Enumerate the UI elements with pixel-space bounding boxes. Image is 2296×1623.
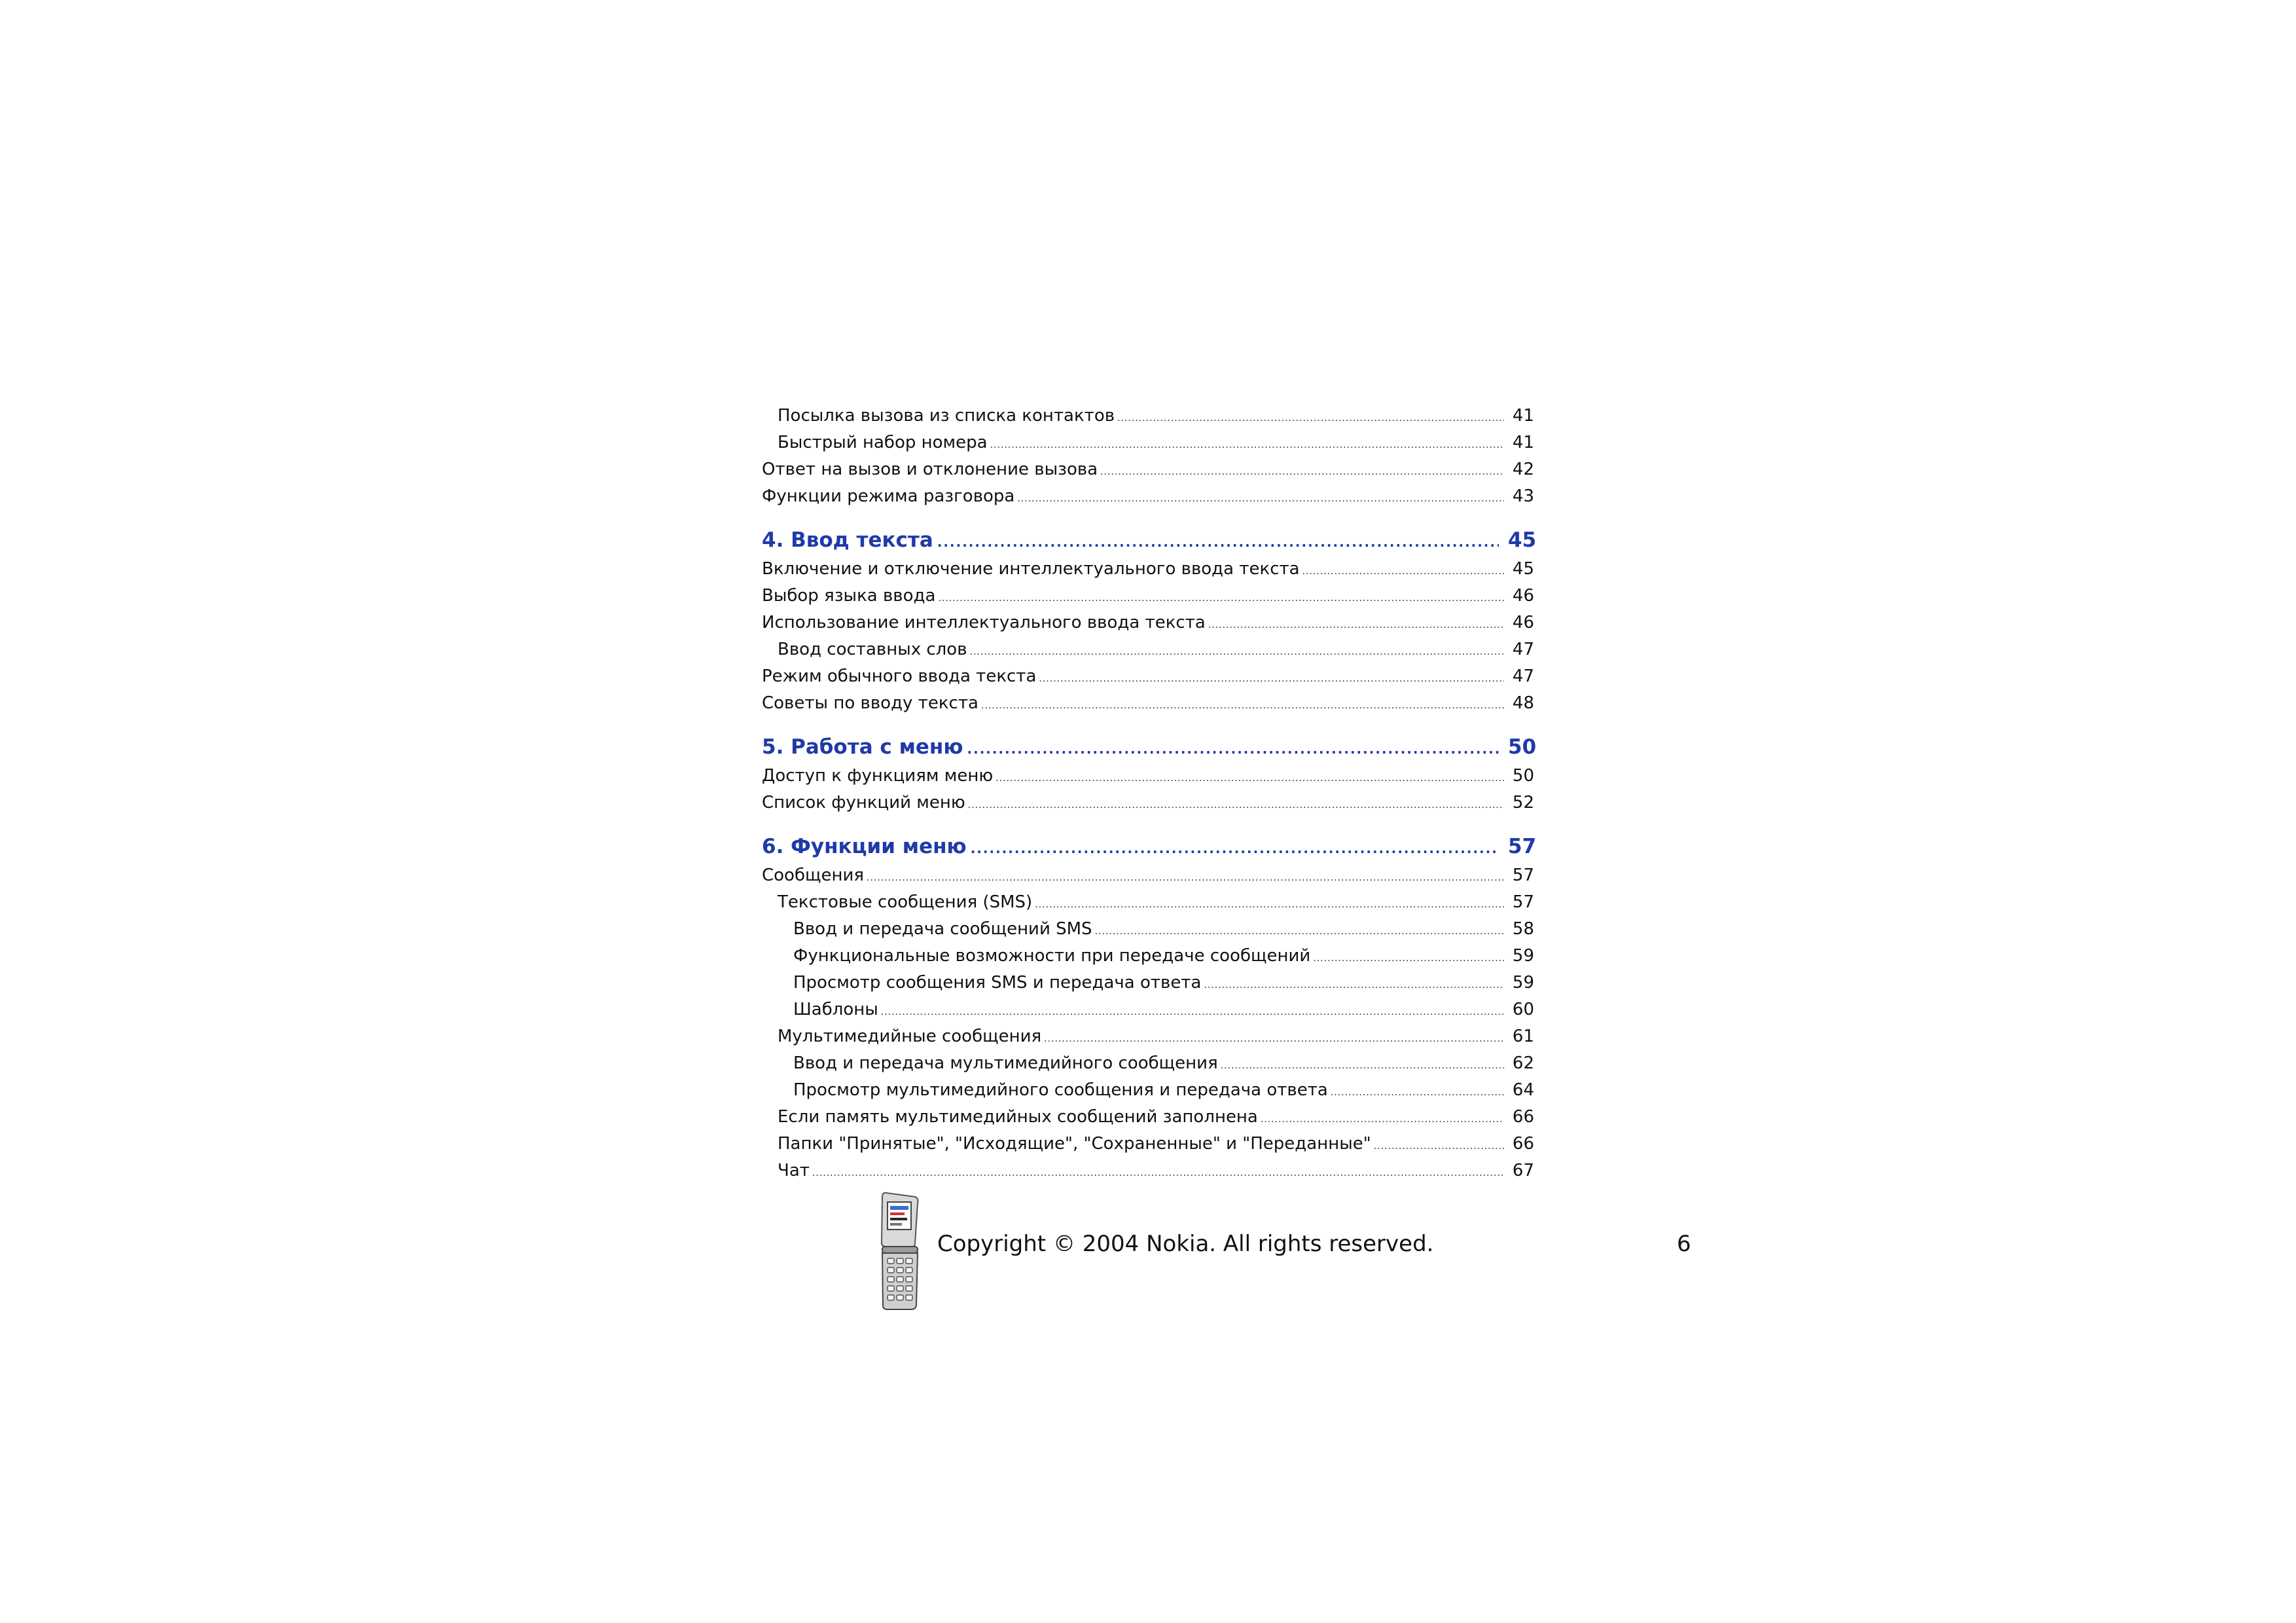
toc-dot-leader — [1117, 413, 1504, 424]
copyright-notice: Copyright © 2004 Nokia. All rights reserved. — [937, 1231, 1434, 1257]
toc-entry[interactable] — [762, 460, 1534, 486]
toc-entry[interactable] — [762, 486, 1534, 513]
toc-dot-leader — [1095, 926, 1504, 937]
toc-chapter-heading[interactable] — [762, 735, 1537, 766]
toc-dot-leader — [968, 800, 1504, 811]
page-number: 6 — [1677, 1231, 1691, 1257]
toc-page-number: 47 — [1512, 640, 1534, 659]
toc-page-number: 41 — [1512, 433, 1534, 452]
toc-entry[interactable] — [762, 946, 1534, 973]
toc-entry[interactable] — [762, 433, 1534, 460]
toc-dot-leader — [1035, 900, 1504, 910]
toc-entry-title: Использование интеллектуального ввода текста — [762, 613, 1206, 632]
toc-entry-title: Функциональные возможности при передаче сообщений — [793, 946, 1311, 966]
toc-chapter-title: 4. Ввод текста — [762, 528, 933, 552]
toc-entry-title: Ввод и передача сообщений SMS — [793, 919, 1092, 939]
toc-page-number: 60 — [1512, 1000, 1534, 1019]
toc-chapter-heading[interactable] — [762, 528, 1537, 559]
toc-entry-title: Сообщения — [762, 866, 865, 885]
toc-dot-leader — [1331, 1087, 1504, 1098]
toc-entry-title: Текстовые сообщения (SMS) — [778, 892, 1033, 912]
toc-page-number: 52 — [1512, 793, 1534, 812]
toc-entry[interactable] — [762, 613, 1534, 640]
toc-page-number: 59 — [1512, 946, 1534, 966]
toc-page-number: 61 — [1512, 1027, 1534, 1046]
toc-dot-leader — [1204, 980, 1504, 991]
toc-page-number: 45 — [1508, 528, 1537, 552]
toc-chapter-heading[interactable] — [762, 835, 1537, 866]
toc-page-number: 58 — [1512, 919, 1534, 939]
toc-page-number: 59 — [1512, 973, 1534, 993]
toc-page-number: 57 — [1512, 892, 1534, 912]
toc-entry[interactable] — [762, 866, 1534, 892]
toc-entry[interactable] — [762, 406, 1534, 433]
toc-entry-title: Чат — [778, 1161, 810, 1180]
toc-entry-title: Посылка вызова из списка контактов — [778, 406, 1115, 426]
toc-dot-leader — [881, 1007, 1504, 1017]
toc-dot-leader — [990, 440, 1504, 450]
toc-dot-leader — [1039, 674, 1504, 684]
toc-entry[interactable] — [762, 1027, 1534, 1053]
toc-page-number: 47 — [1512, 666, 1534, 686]
toc-entry[interactable] — [762, 1000, 1534, 1027]
toc-dot-leader — [981, 701, 1504, 711]
toc-page-number: 66 — [1512, 1107, 1534, 1127]
toc-entry-title: Выбор языка ввода — [762, 586, 936, 606]
toc-entry[interactable] — [762, 766, 1534, 793]
toc-dot-leader — [1374, 1141, 1504, 1152]
toc-entry-title: Быстрый набор номера — [778, 433, 988, 452]
toc-dot-leader — [1100, 467, 1504, 477]
toc-dot-leader — [970, 647, 1504, 657]
toc-dot-leader — [971, 841, 1499, 856]
toc-entry[interactable] — [762, 973, 1534, 1000]
toc-page-number: 50 — [1512, 766, 1534, 786]
toc-entry-title: Просмотр сообщения SMS и передача ответа — [793, 973, 1202, 993]
toc-dot-leader — [812, 1168, 1504, 1178]
toc-entry-title: Просмотр мультимедийного сообщения и передача ответа — [793, 1080, 1328, 1100]
toc-entry-title: Доступ к функциям меню — [762, 766, 994, 786]
toc-entry-title: Мультимедийные сообщения — [778, 1027, 1042, 1046]
toc-dot-leader — [1313, 953, 1504, 964]
toc-dot-leader — [1017, 494, 1504, 504]
toc-page-number: 41 — [1512, 406, 1534, 426]
toc-entry[interactable] — [762, 586, 1534, 613]
toc-entry-title: Ввод составных слов — [778, 640, 967, 659]
phone-icon — [877, 1190, 924, 1312]
toc-page-number: 64 — [1512, 1080, 1534, 1100]
toc-entry[interactable] — [762, 892, 1534, 919]
toc-dot-leader — [938, 593, 1504, 604]
toc-dot-leader — [1221, 1061, 1504, 1071]
toc-page-number: 66 — [1512, 1134, 1534, 1154]
toc-dot-leader — [1261, 1114, 1504, 1125]
toc-entry[interactable] — [762, 640, 1534, 666]
toc-entry[interactable] — [762, 1053, 1534, 1080]
toc-entry-title: Включение и отключение интеллектуального ввода текста — [762, 559, 1300, 579]
toc-page-number: 46 — [1512, 613, 1534, 632]
toc-entry-title: Ответ на вызов и отклонение вызова — [762, 460, 1098, 479]
toc-entry[interactable] — [762, 1161, 1534, 1188]
toc-page-number: 57 — [1512, 866, 1534, 885]
toc-dot-leader — [867, 873, 1504, 883]
toc-chapter-title: 6. Функции меню — [762, 835, 967, 858]
toc-dot-leader — [937, 534, 1499, 550]
toc-dot-leader — [1208, 620, 1504, 630]
toc-entry-title: Ввод и передача мультимедийного сообщения — [793, 1053, 1218, 1073]
toc-entry[interactable] — [762, 1107, 1534, 1134]
toc-page-number: 42 — [1512, 460, 1534, 479]
toc-entry-title: Список функций меню — [762, 793, 965, 812]
toc-entry-title: Функции режима разговора — [762, 486, 1015, 506]
toc-entry[interactable] — [762, 919, 1534, 946]
toc-entry-title: Если память мультимедийных сообщений заполнена — [778, 1107, 1258, 1127]
toc-page-number: 57 — [1508, 835, 1537, 858]
toc-entry[interactable] — [762, 1080, 1534, 1107]
table-of-contents — [762, 406, 1537, 1188]
toc-entry[interactable] — [762, 666, 1534, 693]
toc-entry-title: Режим обычного ввода текста — [762, 666, 1037, 686]
toc-page-number: 43 — [1512, 486, 1534, 506]
toc-dot-leader — [996, 773, 1504, 784]
toc-dot-leader — [967, 741, 1499, 757]
toc-page-number: 67 — [1512, 1161, 1534, 1180]
toc-page-number: 45 — [1512, 559, 1534, 579]
toc-entry[interactable] — [762, 559, 1534, 586]
toc-page-number: 50 — [1508, 735, 1537, 759]
toc-page-number: 48 — [1512, 693, 1534, 713]
toc-entry-title: Папки "Принятые", "Исходящие", "Сохраненные" и "Переданные" — [778, 1134, 1371, 1154]
toc-page-number: 62 — [1512, 1053, 1534, 1073]
toc-chapter-title: 5. Работа с меню — [762, 735, 963, 759]
toc-entry-title: Шаблоны — [793, 1000, 878, 1019]
toc-dot-leader — [1044, 1034, 1504, 1044]
toc-entry[interactable] — [762, 693, 1534, 720]
toc-entry-title: Советы по вводу текста — [762, 693, 978, 713]
toc-entry[interactable] — [762, 793, 1534, 820]
toc-entry[interactable] — [762, 1134, 1534, 1161]
toc-page-number: 46 — [1512, 586, 1534, 606]
toc-dot-leader — [1302, 566, 1504, 577]
